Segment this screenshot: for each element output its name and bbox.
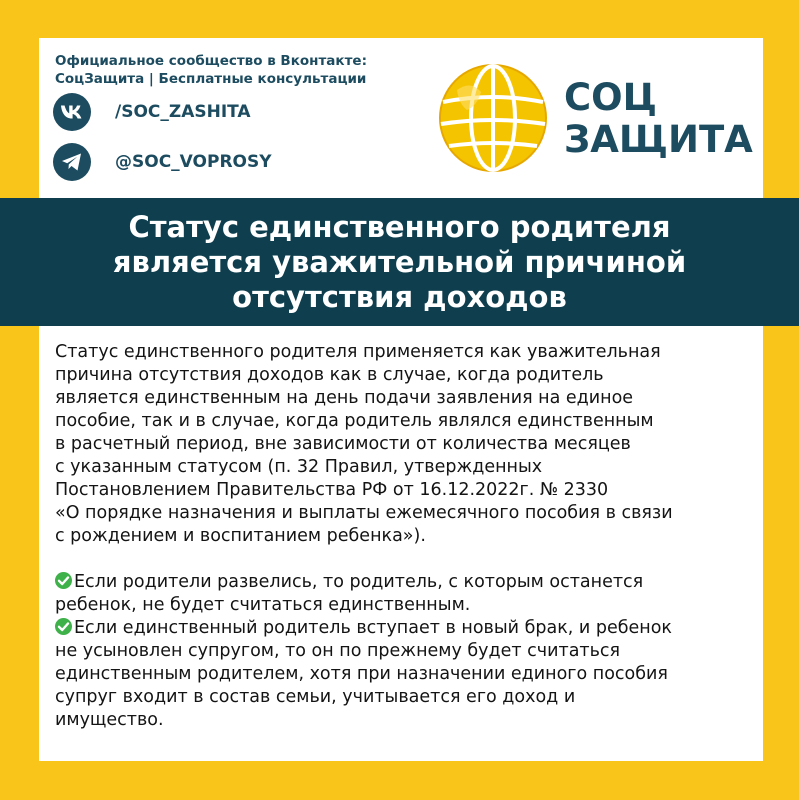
paragraph-line: является единственным на день подачи заявления на единое — [55, 388, 634, 408]
bullet-text: Если родители развелись, то родитель, с которым останется — [74, 572, 644, 592]
bullet-line — [55, 571, 760, 594]
bullet-line: ребенок, не будет считаться единственным. — [55, 595, 471, 615]
body-text — [55, 341, 760, 732]
bullet-line: супруг входит в состав семьи, учитывается его доход и — [55, 687, 576, 707]
vk-handle: /SOC_ZASHITA — [115, 102, 251, 122]
globe-icon — [437, 62, 549, 174]
title-banner — [0, 198, 799, 326]
bullet-text: Если единственный родитель вступает в новый брак, и ребенок — [74, 618, 672, 638]
check-icon — [55, 618, 72, 635]
community-line: СоцЗащита | Бесплатные консультации — [55, 71, 367, 87]
logo-text — [564, 77, 753, 161]
paragraph-line: с указанным статусом (п. 32 Правил, утвержденных — [55, 457, 543, 477]
title-line: является уважительной причиной — [112, 244, 687, 279]
logo-line: СОЦ — [564, 76, 657, 119]
bullet-line: не усыновлен супругом, то он по прежнему будет считаться — [55, 641, 621, 661]
bullet-line: имущество. — [55, 710, 164, 730]
bullet-line — [55, 617, 760, 640]
paragraph-line: пособие, так и в случае, когда родитель являлся единственным — [55, 411, 654, 431]
paragraph-line: в расчетный период, вне зависимости от количества месяцев — [55, 434, 631, 454]
title-line: отсутствия доходов — [232, 279, 567, 314]
bullet-line: единственным родителем, хотя при назначении единого пособия — [55, 664, 668, 684]
title-line: Статус единственного родителя — [128, 209, 671, 244]
header — [39, 38, 763, 198]
paragraph-gap — [55, 548, 760, 571]
community-line: Официальное сообщество в Вконтакте: — [55, 53, 367, 69]
paragraph-line: «О порядке назначения и выплаты ежемесячного пособия в связи — [55, 503, 673, 523]
telegram-icon — [53, 143, 91, 181]
paragraph-line: Статус единственного родителя применяется как уважительная — [55, 342, 661, 362]
vk-icon — [53, 93, 91, 131]
paragraph-line: причина отсутствия доходов как в случае, когда родитель — [55, 365, 604, 385]
check-icon — [55, 572, 72, 589]
logo — [437, 54, 753, 186]
paragraph-line: Постановлением Правительства РФ от 16.12.2022г. № 2330 — [55, 480, 609, 500]
community-info — [55, 52, 435, 88]
vk-link[interactable] — [53, 93, 251, 131]
telegram-link[interactable] — [53, 143, 272, 181]
paragraph-line: с рождением и воспитанием ребенка»). — [55, 526, 426, 546]
info-card — [39, 38, 763, 761]
telegram-handle: @SOC_VOPROSY — [115, 152, 272, 172]
logo-line: ЗАЩИТА — [564, 118, 753, 161]
